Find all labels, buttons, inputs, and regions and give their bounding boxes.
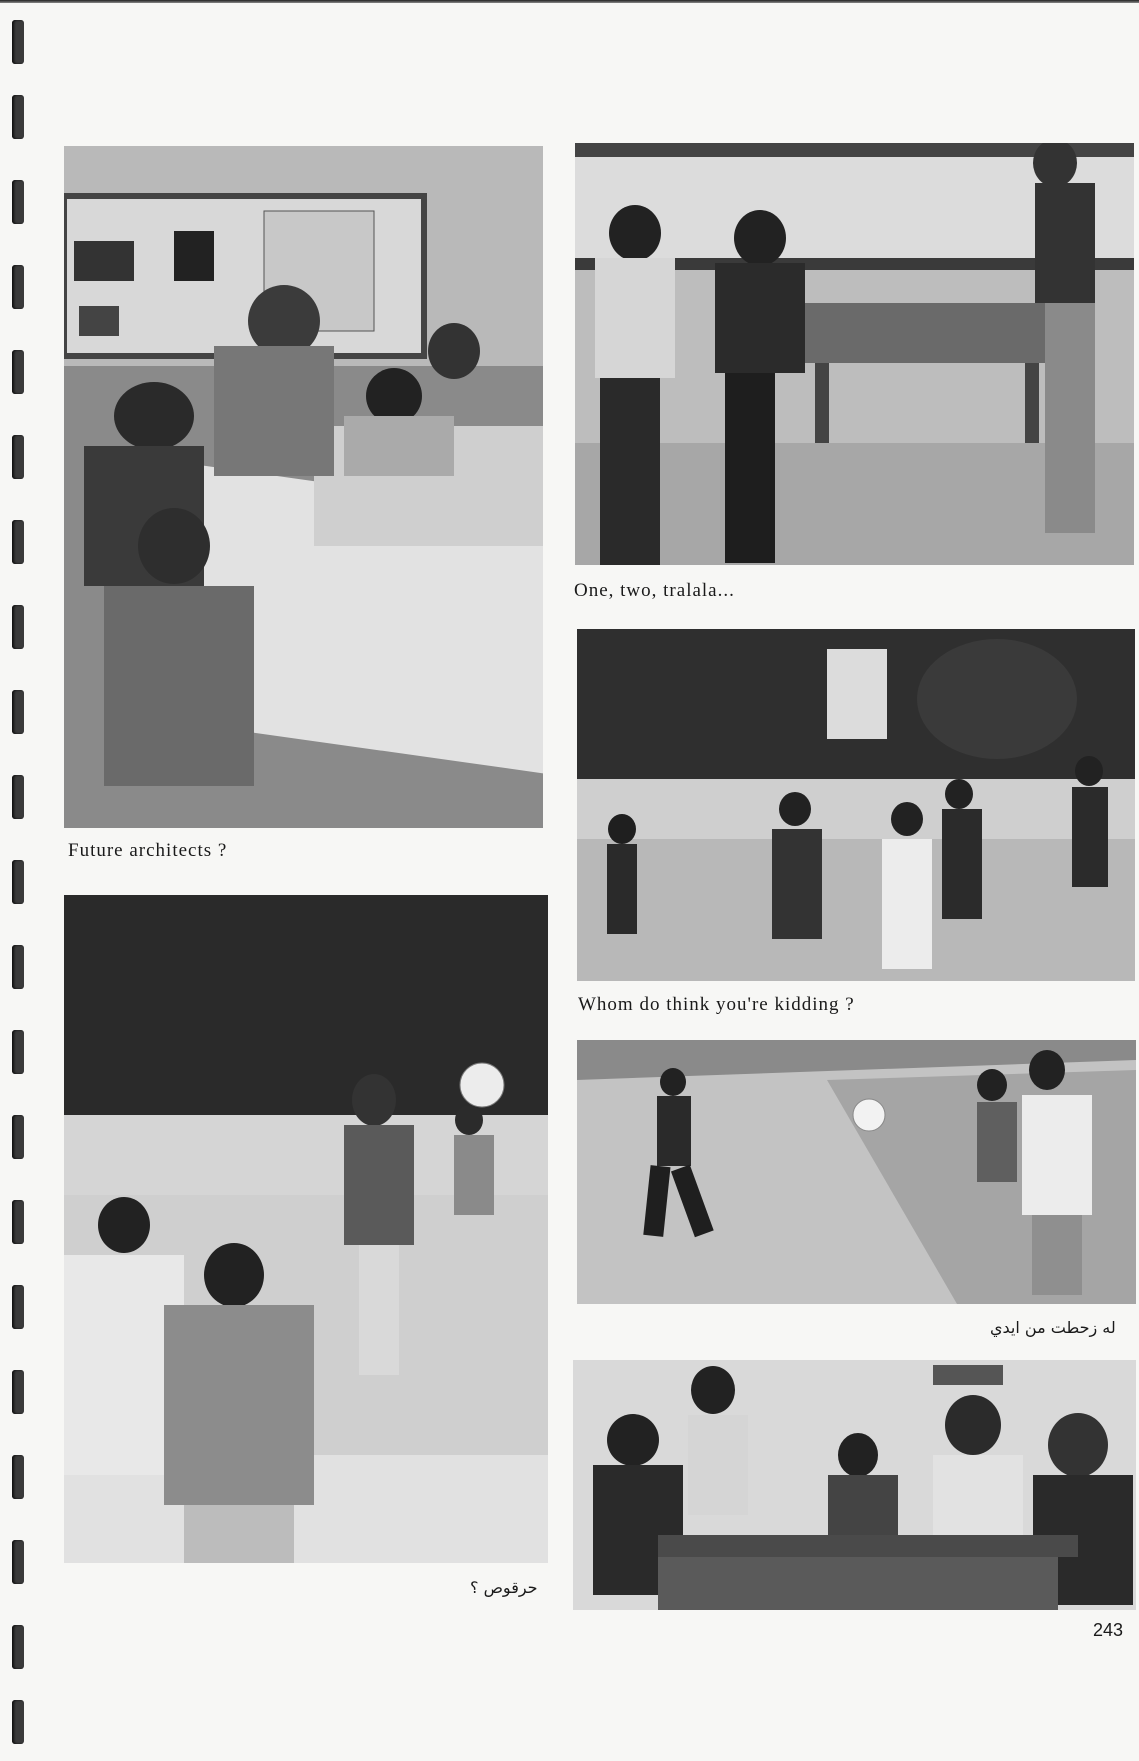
photo-playground-game (577, 629, 1135, 981)
photo-ball-game-boys (577, 1040, 1136, 1304)
photo-two-kids-dancing-illustration (575, 143, 1134, 565)
binding-hole (12, 605, 24, 649)
binding-hole (12, 435, 24, 479)
caption-future-architects: Future architects ? (68, 840, 228, 861)
photo-playground-game-illustration (577, 629, 1135, 981)
caption-whom-do-think: Whom do think you're kidding ? (578, 994, 855, 1015)
photo-two-kids-dancing (575, 143, 1134, 565)
binding-hole (12, 1700, 24, 1744)
binding-hole (12, 1030, 24, 1074)
photo-kids-at-table (573, 1360, 1136, 1610)
binding-hole (12, 1200, 24, 1244)
binding-hole (12, 20, 24, 64)
binding-hole (12, 1625, 24, 1669)
photo-classroom-architects (64, 146, 543, 828)
photo-courtyard-ball-girl (64, 895, 548, 1563)
binding-hole (12, 860, 24, 904)
binding-hole (12, 95, 24, 139)
photo-classroom-architects-illustration (64, 146, 543, 828)
binding-hole (12, 775, 24, 819)
binding-hole (12, 1455, 24, 1499)
spiral-binding (6, 0, 32, 1761)
caption-arabic-harqous: حرقوص ؟ (470, 1578, 538, 1597)
binding-hole (12, 265, 24, 309)
binding-hole (12, 690, 24, 734)
binding-hole (12, 945, 24, 989)
page-number: 243 (1092, 1620, 1123, 1640)
caption-arabic-zahatat: له زحطت من ايدي (990, 1318, 1116, 1337)
caption-one-two-tralala: One, two, tralala... (574, 580, 735, 601)
binding-hole (12, 1115, 24, 1159)
binding-hole (12, 1370, 24, 1414)
binding-hole (12, 350, 24, 394)
binding-hole (12, 520, 24, 564)
photo-courtyard-ball-girl-illustration (64, 895, 548, 1563)
top-edge-rule (0, 0, 1139, 3)
photo-kids-at-table-illustration (573, 1360, 1136, 1610)
photo-ball-game-boys-illustration (577, 1040, 1136, 1304)
binding-hole (12, 1285, 24, 1329)
binding-hole (12, 1540, 24, 1584)
binding-hole (12, 180, 24, 224)
